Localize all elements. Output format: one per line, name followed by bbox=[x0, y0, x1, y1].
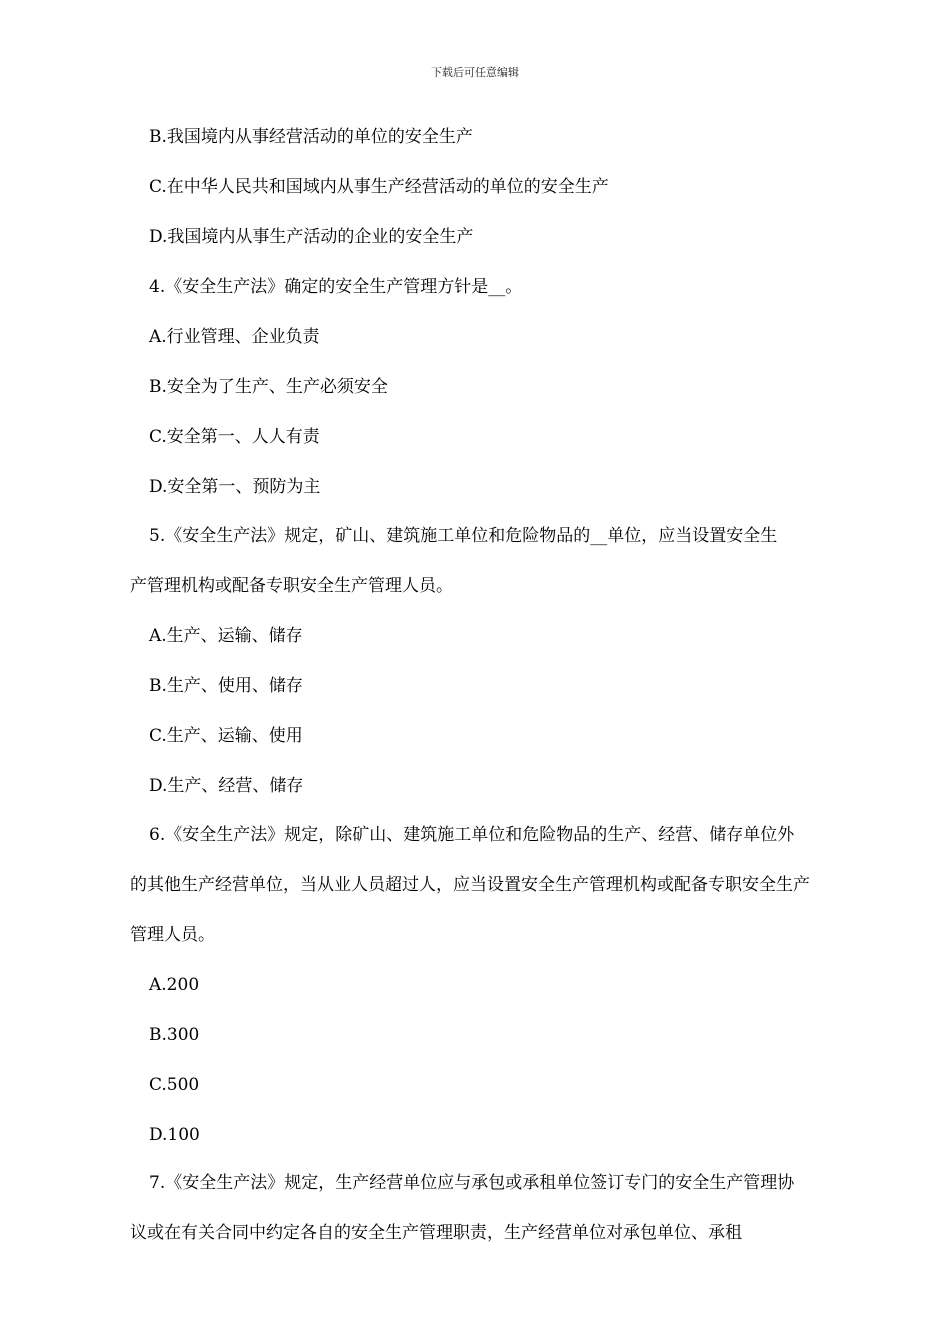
option-4a: A.行业管理、企业负责 bbox=[149, 327, 320, 347]
option-5d: D.生产、经营、储存 bbox=[149, 776, 304, 796]
option-6d: D.100 bbox=[149, 1125, 200, 1145]
question-6-line-3: 管理人员。 bbox=[130, 925, 215, 945]
option-6c: C.500 bbox=[149, 1075, 200, 1095]
option-3c: C.在中华人民共和国域内从事生产经营活动的单位的安全生产 bbox=[149, 177, 609, 197]
question-5-line-2: 产管理机构或配备专职安全生产管理人员。 bbox=[130, 576, 453, 596]
option-3b: B.我国境内从事经营活动的单位的安全生产 bbox=[149, 127, 473, 147]
option-5a: A.生产、运输、储存 bbox=[149, 626, 303, 646]
question-7-line-2: 议或在有关合同中约定各自的安全生产管理职责，生产经营单位对承包单位、承租 bbox=[130, 1223, 742, 1243]
page-header: 下载后可任意编辑 bbox=[431, 66, 519, 79]
option-5c: C.生产、运输、使用 bbox=[149, 726, 303, 746]
question-6-line-2: 的其他生产经营单位，当从业人员超过人，应当设置安全生产管理机构或配备专职安全生产 bbox=[130, 875, 810, 895]
option-4d: D.安全第一、预防为主 bbox=[149, 477, 321, 497]
option-5b: B.生产、使用、储存 bbox=[149, 676, 303, 696]
question-5-line-1: 5.《安全生产法》规定，矿山、建筑施工单位和危险物品的__单位，应当设置安全生 bbox=[149, 526, 778, 546]
option-4c: C.安全第一、人人有责 bbox=[149, 427, 320, 447]
option-3d: D.我国境内从事生产活动的企业的安全生产 bbox=[149, 227, 474, 247]
option-4b: B.安全为了生产、生产必须安全 bbox=[149, 377, 388, 397]
question-7-line-1: 7.《安全生产法》规定，生产经营单位应与承包或承租单位签订专门的安全生产管理协 bbox=[149, 1173, 795, 1193]
option-6b: B.300 bbox=[149, 1025, 200, 1045]
option-6a: A.200 bbox=[149, 975, 200, 995]
question-4: 4.《安全生产法》确定的安全生产管理方针是__。 bbox=[149, 277, 523, 297]
question-6-line-1: 6.《安全生产法》规定，除矿山、建筑施工单位和危险物品的生产、经营、储存单位外 bbox=[149, 825, 795, 845]
